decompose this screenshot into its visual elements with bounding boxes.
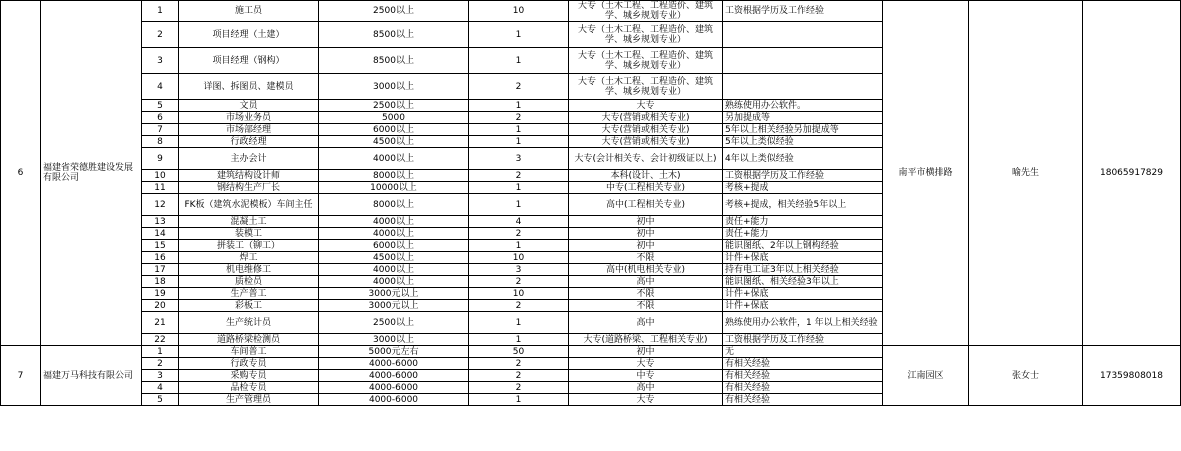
company-phone: 18065917829 <box>1083 1 1181 346</box>
job-number: 1 <box>142 346 179 358</box>
job-count: 1 <box>469 48 569 74</box>
job-salary: 4500以上 <box>319 136 469 148</box>
job-number: 22 <box>142 334 179 346</box>
job-salary: 3000元以上 <box>319 300 469 312</box>
job-salary: 6000以上 <box>319 124 469 136</box>
job-education: 本科(设计、土木) <box>569 170 723 182</box>
company-number: 6 <box>1 1 41 346</box>
job-number: 1 <box>142 1 179 22</box>
table-row <box>1 346 1181 358</box>
job-requirement: 计件+保底 <box>723 252 883 264</box>
job-salary: 2500以上 <box>319 312 469 334</box>
job-count: 1 <box>469 194 569 216</box>
job-title: 机电维修工 <box>179 264 319 276</box>
job-requirement: 考核+提成 <box>723 182 883 194</box>
job-number: 7 <box>142 124 179 136</box>
job-salary: 2500以上 <box>319 1 469 22</box>
job-requirement: 能识图纸、相关经验3年以上 <box>723 276 883 288</box>
job-salary: 8000以上 <box>319 170 469 182</box>
job-count: 2 <box>469 74 569 100</box>
job-education: 高中 <box>569 276 723 288</box>
job-education: 初中 <box>569 216 723 228</box>
job-number: 21 <box>142 312 179 334</box>
job-title: 项目经理（土建） <box>179 22 319 48</box>
job-education: 大专(营销或相关专业) <box>569 124 723 136</box>
job-title: 市场业务员 <box>179 112 319 124</box>
job-education: 不限 <box>569 300 723 312</box>
job-title: 建筑结构设计师 <box>179 170 319 182</box>
job-count: 2 <box>469 228 569 240</box>
job-salary: 4000-6000 <box>319 358 469 370</box>
job-count: 4 <box>469 216 569 228</box>
job-number: 2 <box>142 358 179 370</box>
job-title: 拼装工（铆工） <box>179 240 319 252</box>
job-count: 3 <box>469 148 569 170</box>
job-requirement <box>723 22 883 48</box>
job-count: 3 <box>469 264 569 276</box>
job-education: 中专(工程相关专业) <box>569 182 723 194</box>
job-title: 彩板工 <box>179 300 319 312</box>
job-count: 10 <box>469 288 569 300</box>
job-requirement: 有相关经验 <box>723 394 883 406</box>
job-number: 8 <box>142 136 179 148</box>
job-count: 10 <box>469 252 569 264</box>
job-education: 高中(机电相关专业) <box>569 264 723 276</box>
job-education: 初中 <box>569 240 723 252</box>
job-title: 装模工 <box>179 228 319 240</box>
job-count: 1 <box>469 312 569 334</box>
job-count: 1 <box>469 22 569 48</box>
job-requirement: 有相关经验 <box>723 382 883 394</box>
job-title: 详图、拆图员、建模员 <box>179 74 319 100</box>
company-location: 南平市横排路 <box>883 1 969 346</box>
job-count: 2 <box>469 170 569 182</box>
job-count: 2 <box>469 370 569 382</box>
job-salary: 5000元左右 <box>319 346 469 358</box>
job-title: 生产统计员 <box>179 312 319 334</box>
job-education: 不限 <box>569 252 723 264</box>
job-requirement: 5年以上相关经验另加提成等 <box>723 124 883 136</box>
job-requirement: 有相关经验 <box>723 358 883 370</box>
job-salary: 3000元以上 <box>319 288 469 300</box>
job-education: 初中 <box>569 346 723 358</box>
company-number: 7 <box>1 346 41 406</box>
job-salary: 4500以上 <box>319 252 469 264</box>
job-requirement <box>723 74 883 100</box>
job-requirement: 另加提成等 <box>723 112 883 124</box>
job-title: 生产管理员 <box>179 394 319 406</box>
job-count: 1 <box>469 136 569 148</box>
job-requirement: 能识图纸、2年以上钢构经验 <box>723 240 883 252</box>
job-number: 4 <box>142 74 179 100</box>
job-title: 施工员 <box>179 1 319 22</box>
company-name: 福建省荣德胜建设发展有限公司 <box>41 1 142 346</box>
job-title: 文员 <box>179 100 319 112</box>
job-number: 9 <box>142 148 179 170</box>
job-salary: 4000以上 <box>319 276 469 288</box>
job-requirement: 工资根据学历及工作经验 <box>723 334 883 346</box>
job-education: 高中 <box>569 312 723 334</box>
job-salary: 4000以上 <box>319 148 469 170</box>
job-education: 大专(营销或相关专业) <box>569 136 723 148</box>
job-education: 大专(会计相关专、会计初级证以上) <box>569 148 723 170</box>
job-education: 大专（土木工程、工程造价、建筑学、城乡规划专业） <box>569 1 723 22</box>
job-title: 采购专员 <box>179 370 319 382</box>
job-title: 生产普工 <box>179 288 319 300</box>
job-title: 道路桥梁检测员 <box>179 334 319 346</box>
job-title: 项目经理（钢构） <box>179 48 319 74</box>
job-number: 5 <box>142 100 179 112</box>
job-count: 2 <box>469 276 569 288</box>
job-salary: 8000以上 <box>319 194 469 216</box>
company-contact: 喻先生 <box>969 1 1083 346</box>
job-salary: 4000以上 <box>319 228 469 240</box>
job-requirement: 熟练使用办公软件，1 年以上相关经验 <box>723 312 883 334</box>
job-education: 大专 <box>569 358 723 370</box>
job-count: 1 <box>469 100 569 112</box>
job-count: 10 <box>469 1 569 22</box>
job-count: 2 <box>469 112 569 124</box>
job-number: 3 <box>142 370 179 382</box>
job-education: 大专 <box>569 394 723 406</box>
job-requirement: 持有电工证3年以上相关经验 <box>723 264 883 276</box>
job-education: 大专（土木工程、工程造价、建筑学、城乡规划专业） <box>569 48 723 74</box>
job-salary: 4000-6000 <box>319 370 469 382</box>
job-title: 钢结构生产厂长 <box>179 182 319 194</box>
job-salary: 8500以上 <box>319 22 469 48</box>
job-number: 17 <box>142 264 179 276</box>
job-number: 12 <box>142 194 179 216</box>
job-number: 2 <box>142 22 179 48</box>
job-requirement: 无 <box>723 346 883 358</box>
job-education: 大专(营销或相关专业) <box>569 112 723 124</box>
job-number: 5 <box>142 394 179 406</box>
job-requirement: 工资根据学历及工作经验 <box>723 170 883 182</box>
job-count: 1 <box>469 182 569 194</box>
job-education: 不限 <box>569 288 723 300</box>
job-salary: 4000以上 <box>319 216 469 228</box>
job-education: 高中 <box>569 382 723 394</box>
job-requirement: 责任+能力 <box>723 228 883 240</box>
job-education: 大专（土木工程、工程造价、建筑学、城乡规划专业） <box>569 74 723 100</box>
job-education: 大专(道路桥梁、工程相关专业) <box>569 334 723 346</box>
job-requirement: 计件+保底 <box>723 300 883 312</box>
job-education: 高中(工程相关专业) <box>569 194 723 216</box>
job-number: 10 <box>142 170 179 182</box>
job-requirement: 考核+提成，相关经验5年以上 <box>723 194 883 216</box>
job-count: 1 <box>469 124 569 136</box>
job-number: 6 <box>142 112 179 124</box>
table-row <box>1 1 1181 22</box>
job-title: 市场部经理 <box>179 124 319 136</box>
job-count: 1 <box>469 334 569 346</box>
job-title: 行政经理 <box>179 136 319 148</box>
job-requirement: 责任+能力 <box>723 216 883 228</box>
job-education: 大专 <box>569 100 723 112</box>
job-number: 3 <box>142 48 179 74</box>
job-requirement: 计件+保底 <box>723 288 883 300</box>
job-education: 中专 <box>569 370 723 382</box>
job-title: 车间普工 <box>179 346 319 358</box>
job-title: 主办会计 <box>179 148 319 170</box>
job-count: 2 <box>469 382 569 394</box>
job-salary: 4000-6000 <box>319 394 469 406</box>
company-contact: 张女士 <box>969 346 1083 406</box>
job-requirement: 有相关经验 <box>723 370 883 382</box>
job-salary: 3000以上 <box>319 74 469 100</box>
job-requirement: 熟练使用办公软件。 <box>723 100 883 112</box>
job-title: FK板（建筑水泥模板）车间主任 <box>179 194 319 216</box>
job-salary: 5000 <box>319 112 469 124</box>
job-number: 15 <box>142 240 179 252</box>
job-count: 2 <box>469 300 569 312</box>
job-number: 20 <box>142 300 179 312</box>
company-phone: 17359808018 <box>1083 346 1181 406</box>
job-number: 11 <box>142 182 179 194</box>
job-count: 1 <box>469 240 569 252</box>
job-number: 18 <box>142 276 179 288</box>
job-requirement: 5年以上类似经验 <box>723 136 883 148</box>
job-salary: 3000以上 <box>319 334 469 346</box>
job-number: 16 <box>142 252 179 264</box>
company-location: 江南园区 <box>883 346 969 406</box>
job-number: 13 <box>142 216 179 228</box>
company-name: 福建万马科技有限公司 <box>41 346 142 406</box>
job-salary: 6000以上 <box>319 240 469 252</box>
job-requirement: 工资根据学历及工作经验 <box>723 1 883 22</box>
job-number: 19 <box>142 288 179 300</box>
job-count: 1 <box>469 394 569 406</box>
job-requirement <box>723 48 883 74</box>
job-title: 质检员 <box>179 276 319 288</box>
job-title: 行政专员 <box>179 358 319 370</box>
job-count: 2 <box>469 358 569 370</box>
job-requirement: 4年以上类似经验 <box>723 148 883 170</box>
job-salary: 4000以上 <box>319 264 469 276</box>
job-education: 大专（土木工程、工程造价、建筑学、城乡规划专业） <box>569 22 723 48</box>
job-title: 混凝土工 <box>179 216 319 228</box>
job-title: 焊工 <box>179 252 319 264</box>
job-salary: 8500以上 <box>319 48 469 74</box>
job-salary: 10000以上 <box>319 182 469 194</box>
job-number: 4 <box>142 382 179 394</box>
job-salary: 4000-6000 <box>319 382 469 394</box>
job-count: 50 <box>469 346 569 358</box>
job-title: 品检专员 <box>179 382 319 394</box>
job-salary: 2500以上 <box>319 100 469 112</box>
job-education: 初中 <box>569 228 723 240</box>
job-number: 14 <box>142 228 179 240</box>
